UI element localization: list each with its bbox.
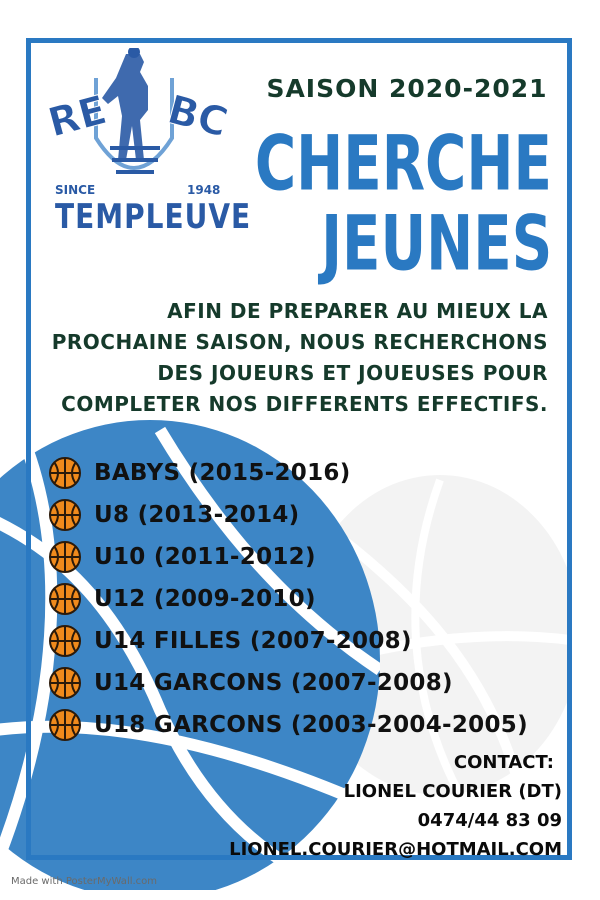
category-label: U12 (2009-2010) xyxy=(94,586,316,612)
basketball-icon xyxy=(48,498,82,532)
list-item xyxy=(48,494,528,536)
list-item xyxy=(48,452,528,494)
intro-line: PROCHAINE SAISON, NOUS RECHERCHONS xyxy=(51,330,548,354)
category-label: BABYS (2015-2016) xyxy=(94,460,351,486)
contact-email: LIONEL.COURIER@HOTMAIL.COM xyxy=(229,839,562,860)
list-item xyxy=(48,578,528,620)
category-label: U14 GARCONS (2007-2008) xyxy=(94,670,453,696)
list-item xyxy=(48,704,528,746)
intro-line: DES JOUEURS ET JOUEUSES POUR xyxy=(157,361,548,385)
logo-right-letters: BC xyxy=(162,86,233,147)
watermark-text: Made with PosterMyWall.com xyxy=(11,876,158,887)
category-label: U14 FILLES (2007-2008) xyxy=(94,628,412,654)
logo-since-label: SINCE xyxy=(55,183,96,197)
basketball-icon xyxy=(48,708,82,742)
logo-left-letters: RE xyxy=(43,87,112,147)
intro-paragraph xyxy=(48,296,548,420)
season-label: SAISON 2020-2021 xyxy=(266,74,548,103)
category-label: U10 (2011-2012) xyxy=(94,544,316,570)
basketball-icon xyxy=(48,582,82,616)
category-label: U18 GARCONS (2003-2004-2005) xyxy=(94,712,528,738)
category-label: U8 (2013-2014) xyxy=(94,502,300,528)
contact-name: LIONEL COURIER (DT) xyxy=(343,781,562,802)
intro-line: AFIN DE PREPARER AU MIEUX LA xyxy=(167,299,548,323)
logo-founding-year: 1948 xyxy=(187,183,221,197)
intro-line: COMPLETER NOS DIFFERENTS EFFECTIFS. xyxy=(61,392,548,416)
contact-block xyxy=(229,748,562,864)
category-list xyxy=(48,452,528,746)
basketball-icon xyxy=(48,666,82,700)
contact-heading: CONTACT: xyxy=(453,752,554,773)
headline-line-1: CHERCHE xyxy=(254,120,552,209)
list-item xyxy=(48,536,528,578)
logo-town-name: TEMPLEUVE xyxy=(55,197,252,237)
basketball-icon xyxy=(48,456,82,490)
contact-phone: 0474/44 83 09 xyxy=(417,810,562,831)
basketball-icon xyxy=(48,624,82,658)
list-item xyxy=(48,662,528,704)
basketball-icon xyxy=(48,540,82,574)
list-item xyxy=(48,620,528,662)
headline-line-2: JEUNES xyxy=(320,200,552,289)
